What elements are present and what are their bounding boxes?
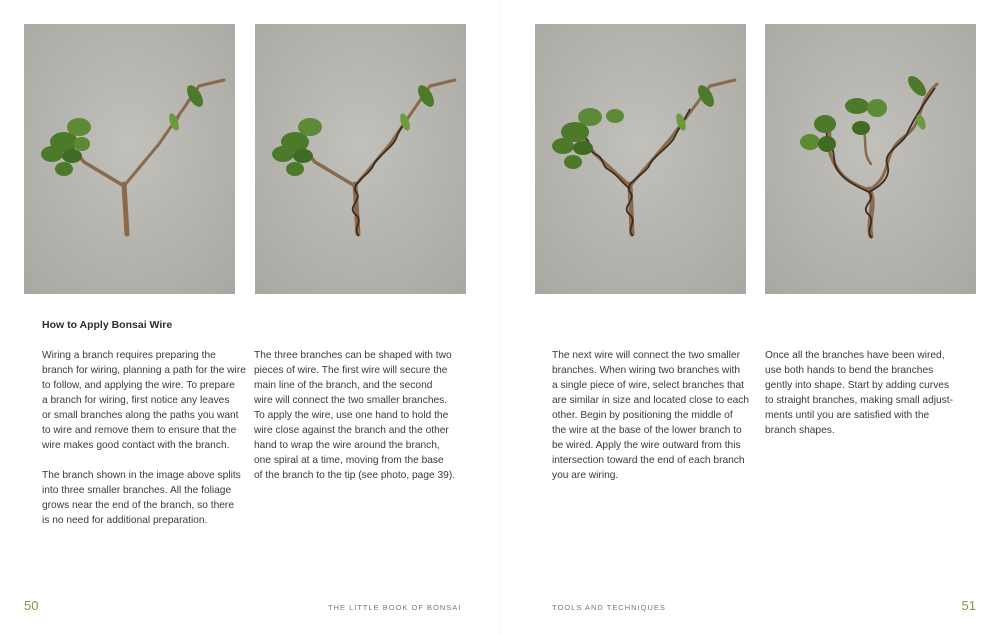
branch-photo-first-wire	[255, 24, 466, 294]
text-column-1	[42, 348, 247, 543]
branch-photo-second-wire	[535, 24, 746, 294]
paragraph: The branch shown in the image above splits into three smaller branches. All the foliage grows near the end of the branch, so there is no need for additional preparation.	[42, 470, 241, 526]
text-column-3	[552, 348, 757, 498]
section-heading: How to Apply Bonsai Wire	[42, 319, 173, 331]
branch-photo-first-wire-image	[255, 24, 466, 294]
paragraph: Wiring a branch requires preparing the branch for wiring, planning a path for the wire to follow, and applying the wire. To prepare a branch for wiring, first notice any leaves or small branches along the paths you want to wire and remove them to ensure that the wire makes good contact with the branch.	[42, 350, 246, 451]
gutter-shadow	[499, 0, 501, 635]
left-running-title: THE LITTLE BOOK OF BONSAI	[328, 603, 462, 612]
branch-photo-second-wire-image	[535, 24, 746, 294]
paragraph: The next wire will connect the two smaller branches. When wiring two branches with a single piece of wire, select branches that are similar in size and located close to each other. Begin by positioning the middle of the wire at the base of the lower branch to be wired. Apply the wire outward from this intersection toward the end of each branch you are wiring.	[552, 350, 750, 481]
branch-photo-shaped	[765, 24, 976, 294]
right-page-number: 51	[961, 598, 976, 613]
branch-photo-unwired	[24, 24, 235, 294]
branch-photo-unwired-image	[24, 24, 235, 294]
text-column-2	[254, 348, 459, 498]
branch-photo-shaped-image	[765, 24, 976, 294]
text-column-4	[765, 348, 970, 453]
right-running-title: TOOLS AND TECHNIQUES	[552, 603, 666, 612]
paragraph: Once all the branches have been wired, use both hands to bend the branches gently into shape. Start by adding curves to straight branches, making small adjust- ments until you are satisfied with the branch shapes.	[765, 350, 953, 436]
left-page-number: 50	[24, 598, 39, 613]
paragraph: The three branches can be shaped with two pieces of wire. The first wire will secure the main line of the branch, and the second wire will connect the two smaller branches. To apply the wire, use one hand to hold the wire close against the branch and the other hand to wrap the wire around the branch, one spiral at a time, moving from the base of the branch to the tip (see photo, page 39).	[254, 350, 456, 481]
